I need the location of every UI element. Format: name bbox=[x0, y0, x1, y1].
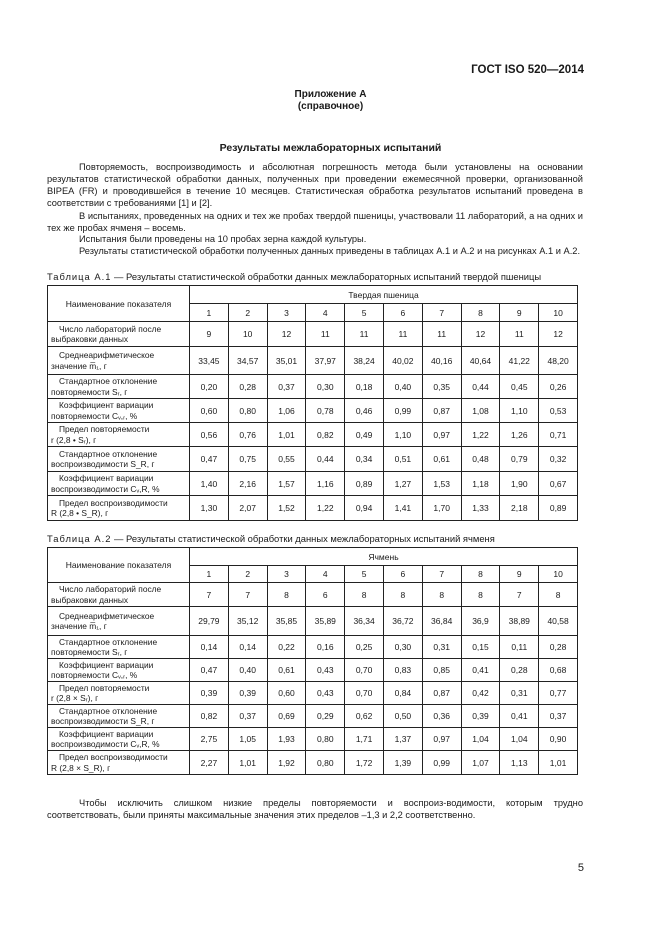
table-cell: 0,68 bbox=[539, 659, 578, 682]
paragraph-5-text: Чтобы исключить слишком низкие пределы повторяемости и воспроиз-водимости, которым трудно соответствовать, были приняты максимальные значения этих пределов –1,3 и 2,2 соответственно. bbox=[47, 798, 583, 820]
table-cell: 2,16 bbox=[228, 472, 267, 496]
document-standard-header: ГОСТ ISO 520—2014 bbox=[471, 64, 584, 76]
table-cell: 0,39 bbox=[190, 682, 229, 705]
table-cell: 36,9 bbox=[461, 607, 500, 636]
table-cell: 0,40 bbox=[383, 375, 422, 399]
table-cell: 0,28 bbox=[539, 636, 578, 659]
table-cell: 0,80 bbox=[228, 399, 267, 423]
table-cell: 2,27 bbox=[190, 751, 229, 775]
table-row bbox=[48, 447, 578, 472]
row-label-line-1: Стандартное отклонение bbox=[59, 376, 158, 386]
table-cell: 1,39 bbox=[383, 751, 422, 775]
table-cell: 1,08 bbox=[461, 399, 500, 423]
table-cell: 0,14 bbox=[228, 636, 267, 659]
table-cell: 0,60 bbox=[190, 399, 229, 423]
table-cell: 1,92 bbox=[267, 751, 306, 775]
table2-column-header: 5 bbox=[345, 566, 384, 583]
table-cell: 1,06 bbox=[267, 399, 306, 423]
table-cell: 0,60 bbox=[267, 682, 306, 705]
table-row bbox=[48, 659, 578, 682]
table-cell: 6 bbox=[306, 583, 345, 607]
table-row bbox=[48, 347, 578, 375]
table-cell: 0,51 bbox=[383, 447, 422, 472]
table-cell: 0,79 bbox=[500, 447, 539, 472]
table-cell: 0,31 bbox=[500, 682, 539, 705]
row-label-line-1: Коэффициент вариации bbox=[59, 728, 154, 739]
table2-column-header: 4 bbox=[306, 566, 345, 583]
table1-name-header: Наименование показателя bbox=[48, 286, 190, 322]
table-cell: 7 bbox=[190, 583, 229, 607]
row-label bbox=[48, 447, 190, 472]
paragraph-1-text: Повторяемость, воспроизводимость и абсолютная погрешность метода были установлены на основании результатов статистической обработки данных, полученных при проведении ежемесячной проверки, организованной BIPEA (FR) и проводившейся в течение 10 месяцев. Статистическая обработка результатов испытаний проведена в соответствии с требованиями [1] и [2]. bbox=[47, 162, 583, 208]
table1-caption-label: Таблица А.1 bbox=[47, 271, 112, 282]
table-cell: 0,80 bbox=[306, 751, 345, 775]
table-cell: 8 bbox=[422, 583, 461, 607]
row-label-line-2: повторяемости Sᵣ, г bbox=[51, 386, 128, 397]
table-row bbox=[48, 751, 578, 775]
row-label-line-2: выбраковки данных bbox=[51, 594, 129, 605]
table-cell: 0,47 bbox=[190, 447, 229, 472]
table-cell: 7 bbox=[228, 583, 267, 607]
table-cell: 38,24 bbox=[345, 347, 384, 375]
table-cell: 40,58 bbox=[539, 607, 578, 636]
table-cell: 1,30 bbox=[190, 496, 229, 521]
row-label-line-1: Стандартное отклонение bbox=[59, 705, 158, 716]
table-cell: 0,70 bbox=[345, 659, 384, 682]
table-cell: 8 bbox=[461, 583, 500, 607]
row-label bbox=[48, 496, 190, 521]
table-cell: 0,99 bbox=[383, 399, 422, 423]
table1-column-header: 9 bbox=[500, 304, 539, 322]
table-cell: 0,32 bbox=[539, 447, 578, 472]
table-cell: 40,64 bbox=[461, 347, 500, 375]
table-cell: 0,34 bbox=[345, 447, 384, 472]
table-cell: 40,02 bbox=[383, 347, 422, 375]
table-cell: 0,94 bbox=[345, 496, 384, 521]
table-cell: 0,89 bbox=[345, 472, 384, 496]
row-label-line-2: r (2,8 × Sᵣ), г bbox=[51, 693, 99, 703]
table-cell: 0,61 bbox=[267, 659, 306, 682]
table1-column-header: 2 bbox=[228, 304, 267, 322]
table-cell: 0,39 bbox=[461, 705, 500, 728]
table-cell: 0,31 bbox=[422, 636, 461, 659]
table-cell: 0,28 bbox=[500, 659, 539, 682]
paragraph-1 bbox=[47, 161, 583, 209]
table-row bbox=[48, 583, 578, 607]
row-label-line-1: Коэффициент вариации bbox=[59, 473, 154, 483]
table2-column-header: 7 bbox=[422, 566, 461, 583]
table-cell: 12 bbox=[267, 322, 306, 347]
row-label-line-1: Стандартное отклонение bbox=[59, 448, 158, 459]
table-cell: 0,48 bbox=[461, 447, 500, 472]
table-row bbox=[48, 399, 578, 423]
table-cell: 9 bbox=[190, 322, 229, 347]
paragraph-2-text: В испытаниях, проведенных на одних и тех же пробах твердой пшеницы, участвовали 11 лабораторий, а на одних и тех же пробах ячменя – восемь. bbox=[47, 211, 583, 233]
table-cell: 0,37 bbox=[228, 705, 267, 728]
table1-column-header: 1 bbox=[190, 304, 229, 322]
table-cell: 0,44 bbox=[306, 447, 345, 472]
table-cell: 1,22 bbox=[306, 496, 345, 521]
row-label-line-1: Предел воспроизводимости bbox=[59, 752, 168, 762]
table-cell: 0,30 bbox=[306, 375, 345, 399]
table-row bbox=[48, 728, 578, 751]
table-cell: 0,39 bbox=[228, 682, 267, 705]
row-label bbox=[48, 682, 190, 705]
table-row bbox=[48, 472, 578, 496]
table-cell: 36,34 bbox=[345, 607, 384, 636]
table-cell: 0,40 bbox=[228, 659, 267, 682]
table2-group-header: Ячмень bbox=[190, 548, 578, 566]
table-cell: 2,75 bbox=[190, 728, 229, 751]
table-cell: 0,99 bbox=[422, 751, 461, 775]
table-cell: 33,45 bbox=[190, 347, 229, 375]
table1-column-header: 10 bbox=[539, 304, 578, 322]
row-label bbox=[48, 399, 190, 423]
table-cell: 11 bbox=[345, 322, 384, 347]
table-cell: 1,90 bbox=[500, 472, 539, 496]
table-cell: 48,20 bbox=[539, 347, 578, 375]
table-cell: 35,85 bbox=[267, 607, 306, 636]
table-cell: 0,20 bbox=[190, 375, 229, 399]
table2-caption-text: — Результаты статистической обработки данных межлабораторных испытаний ячменя bbox=[111, 533, 495, 544]
table-cell: 0,50 bbox=[383, 705, 422, 728]
table-cell: 0,84 bbox=[383, 682, 422, 705]
row-label bbox=[48, 375, 190, 399]
table-row bbox=[48, 607, 578, 636]
table-cell: 1,33 bbox=[461, 496, 500, 521]
table-cell: 1,57 bbox=[267, 472, 306, 496]
table-cell: 0,61 bbox=[422, 447, 461, 472]
table-cell: 12 bbox=[539, 322, 578, 347]
table-cell: 0,44 bbox=[461, 375, 500, 399]
table-cell: 8 bbox=[383, 583, 422, 607]
table1-column-header: 4 bbox=[306, 304, 345, 322]
table-cell: 34,57 bbox=[228, 347, 267, 375]
table2-column-header: 2 bbox=[228, 566, 267, 583]
table-cell: 1,10 bbox=[500, 399, 539, 423]
row-label bbox=[48, 751, 190, 775]
table1-caption-text: — Результаты статистической обработки данных межлабораторных испытаний твердой пшеницы bbox=[111, 271, 542, 282]
table1-caption bbox=[47, 271, 541, 283]
table-cell: 0,87 bbox=[422, 682, 461, 705]
table-cell: 0,49 bbox=[345, 423, 384, 447]
table-row bbox=[48, 705, 578, 728]
table-cell: 8 bbox=[267, 583, 306, 607]
row-label-line-2: r (2,8 • Sᵣ), г bbox=[51, 434, 97, 445]
table-row bbox=[48, 496, 578, 521]
table-cell: 40,16 bbox=[422, 347, 461, 375]
table-cell: 0,18 bbox=[345, 375, 384, 399]
appendix-title: Приложение А bbox=[294, 89, 367, 100]
table-cell: 0,35 bbox=[422, 375, 461, 399]
row-label bbox=[48, 636, 190, 659]
table-cell: 0,82 bbox=[190, 705, 229, 728]
row-label-line-1: Предел повторяемости bbox=[59, 424, 150, 434]
table-cell: 2,07 bbox=[228, 496, 267, 521]
page-number: 5 bbox=[577, 862, 584, 874]
table-cell: 1,04 bbox=[500, 728, 539, 751]
table-cell: 1,52 bbox=[267, 496, 306, 521]
row-label-line-2: повторяемости Cᵥ,ᵣ, % bbox=[51, 670, 138, 680]
table-cell: 8 bbox=[345, 583, 384, 607]
table-cell: 35,89 bbox=[306, 607, 345, 636]
table-cell: 0,75 bbox=[228, 447, 267, 472]
table1-column-header: 3 bbox=[267, 304, 306, 322]
row-label bbox=[48, 583, 190, 607]
table-cell: 1,10 bbox=[383, 423, 422, 447]
table-cell: 1,71 bbox=[345, 728, 384, 751]
table-cell: 41,22 bbox=[500, 347, 539, 375]
row-label bbox=[48, 423, 190, 447]
table2-column-header: 6 bbox=[383, 566, 422, 583]
row-label-line-2: повторяемости Sᵣ, г bbox=[51, 647, 128, 657]
row-label-line-2: воспроизводимости Cᵥ,R, % bbox=[51, 483, 160, 494]
table-cell: 35,01 bbox=[267, 347, 306, 375]
table-cell: 7 bbox=[500, 583, 539, 607]
table-cell: 0,97 bbox=[422, 423, 461, 447]
table-cell: 10 bbox=[228, 322, 267, 347]
table-cell: 38,89 bbox=[500, 607, 539, 636]
table-cell: 0,41 bbox=[500, 705, 539, 728]
row-label-line-2: R (2,8 • S_R), г bbox=[51, 508, 109, 518]
table-cell: 8 bbox=[539, 583, 578, 607]
table-cell: 1,16 bbox=[306, 472, 345, 496]
table-cell: 0,78 bbox=[306, 399, 345, 423]
table-cell: 0,89 bbox=[539, 496, 578, 521]
table-cell: 0,14 bbox=[190, 636, 229, 659]
row-label-line-1: Коэффициент вариации bbox=[59, 659, 154, 670]
table-cell: 1,22 bbox=[461, 423, 500, 447]
section-title: Результаты межлабораторных испытаний bbox=[219, 142, 442, 154]
table-cell: 0,97 bbox=[422, 728, 461, 751]
table1-column-header: 6 bbox=[383, 304, 422, 322]
table1-group-header: Твердая пшеница bbox=[190, 286, 578, 304]
row-label-line-1: Число лабораторий после bbox=[59, 584, 162, 594]
table-cell: 0,46 bbox=[345, 399, 384, 423]
table2-column-header: 10 bbox=[539, 566, 578, 583]
table-cell: 36,84 bbox=[422, 607, 461, 636]
table-cell: 0,22 bbox=[267, 636, 306, 659]
row-label bbox=[48, 347, 190, 375]
table-cell: 0,56 bbox=[190, 423, 229, 447]
table-cell: 0,42 bbox=[461, 682, 500, 705]
table-cell: 1,05 bbox=[228, 728, 267, 751]
appendix-subtitle: (справочное) bbox=[297, 101, 364, 112]
table-row bbox=[48, 423, 578, 447]
table1-column-header: 5 bbox=[345, 304, 384, 322]
row-label bbox=[48, 472, 190, 496]
table-cell: 0,28 bbox=[228, 375, 267, 399]
row-label bbox=[48, 728, 190, 751]
table-cell: 0,26 bbox=[539, 375, 578, 399]
row-label-line-2: воспроизводимости S_R, г bbox=[51, 716, 155, 726]
table-cell: 0,76 bbox=[228, 423, 267, 447]
table-cell: 1,93 bbox=[267, 728, 306, 751]
row-label bbox=[48, 705, 190, 728]
row-label bbox=[48, 659, 190, 682]
table-cell: 0,43 bbox=[306, 659, 345, 682]
table2-column-header: 8 bbox=[461, 566, 500, 583]
table-cell: 0,11 bbox=[500, 636, 539, 659]
table-cell: 37,97 bbox=[306, 347, 345, 375]
table-cell: 0,69 bbox=[267, 705, 306, 728]
table-cell: 0,55 bbox=[267, 447, 306, 472]
table-cell: 1,40 bbox=[190, 472, 229, 496]
table-cell: 0,77 bbox=[539, 682, 578, 705]
table-cell: 0,90 bbox=[539, 728, 578, 751]
table-row bbox=[48, 322, 578, 347]
row-label-line-2: значение m̅₁, г bbox=[51, 360, 107, 371]
table-cell: 1,01 bbox=[539, 751, 578, 775]
table2-caption-label: Таблица А.2 bbox=[47, 533, 112, 544]
table-cell: 1,04 bbox=[461, 728, 500, 751]
table-cell: 11 bbox=[306, 322, 345, 347]
table-cell: 1,41 bbox=[383, 496, 422, 521]
table-cell: 0,71 bbox=[539, 423, 578, 447]
paragraph-2 bbox=[47, 210, 583, 234]
row-label-line-1: Предел воспроизводимости bbox=[59, 497, 168, 508]
row-label-line-1: Число лабораторий после bbox=[59, 323, 162, 334]
table-cell: 0,62 bbox=[345, 705, 384, 728]
table-a1 bbox=[47, 285, 578, 521]
table-cell: 1,27 bbox=[383, 472, 422, 496]
row-label-line-2: воспроизводимости S_R, г bbox=[51, 459, 155, 469]
table-cell: 0,82 bbox=[306, 423, 345, 447]
table-cell: 12 bbox=[461, 322, 500, 347]
row-label-line-2: значение m̅₁, г bbox=[51, 621, 107, 631]
row-label bbox=[48, 322, 190, 347]
table-cell: 0,47 bbox=[190, 659, 229, 682]
paragraph-3-text: Испытания были проведены на 10 пробах зерна каждой культуры. bbox=[79, 234, 367, 244]
row-label-line-1: Предел повторяемости bbox=[59, 682, 150, 693]
table-cell: 0,30 bbox=[383, 636, 422, 659]
table-cell: 0,87 bbox=[422, 399, 461, 423]
row-label-line-1: Коэффициент вариации bbox=[59, 400, 154, 410]
table-cell: 0,29 bbox=[306, 705, 345, 728]
paragraph-3 bbox=[47, 233, 583, 245]
table-cell: 2,18 bbox=[500, 496, 539, 521]
table-cell: 1,37 bbox=[383, 728, 422, 751]
table-cell: 0,16 bbox=[306, 636, 345, 659]
table-cell: 0,67 bbox=[539, 472, 578, 496]
row-label bbox=[48, 607, 190, 636]
table2-caption bbox=[47, 533, 495, 545]
table-cell: 0,15 bbox=[461, 636, 500, 659]
paragraph-5 bbox=[47, 797, 583, 821]
table-row bbox=[48, 636, 578, 659]
table-cell: 0,25 bbox=[345, 636, 384, 659]
table-cell: 0,83 bbox=[383, 659, 422, 682]
row-label-line-2: повторяемости Cᵥ,ᵣ, % bbox=[51, 410, 138, 421]
row-label-line-1: Среднеарифметическое bbox=[59, 610, 155, 621]
table1-column-header: 7 bbox=[422, 304, 461, 322]
table-cell: 11 bbox=[383, 322, 422, 347]
table-cell: 1,26 bbox=[500, 423, 539, 447]
table2-column-header: 1 bbox=[190, 566, 229, 583]
table-cell: 0,45 bbox=[500, 375, 539, 399]
table-cell: 1,72 bbox=[345, 751, 384, 775]
table-row bbox=[48, 375, 578, 399]
table-cell: 11 bbox=[422, 322, 461, 347]
table-cell: 29,79 bbox=[190, 607, 229, 636]
table-cell: 1,70 bbox=[422, 496, 461, 521]
table-cell: 0,43 bbox=[306, 682, 345, 705]
paragraph-4 bbox=[47, 245, 583, 257]
table-cell: 0,41 bbox=[461, 659, 500, 682]
row-label-line-1: Стандартное отклонение bbox=[59, 636, 158, 647]
table-a2 bbox=[47, 547, 578, 775]
table-cell: 1,01 bbox=[228, 751, 267, 775]
paragraph-4-text: Результаты статистической обработки полученных данных приведены в таблицах А.1 и А.2 и на рисунках А.1 и А.2. bbox=[79, 246, 581, 256]
table1-column-header: 8 bbox=[461, 304, 500, 322]
table-cell: 36,72 bbox=[383, 607, 422, 636]
table-cell: 1,01 bbox=[267, 423, 306, 447]
table-cell: 1,13 bbox=[500, 751, 539, 775]
table-cell: 1,18 bbox=[461, 472, 500, 496]
table-cell: 1,53 bbox=[422, 472, 461, 496]
table-cell: 0,80 bbox=[306, 728, 345, 751]
table-cell: 0,37 bbox=[539, 705, 578, 728]
table-cell: 0,37 bbox=[267, 375, 306, 399]
row-label-line-2: воспроизводимости Cᵥ,R, % bbox=[51, 739, 160, 749]
table2-name-header: Наименование показателя bbox=[48, 548, 190, 583]
table-cell: 1,07 bbox=[461, 751, 500, 775]
table-cell: 0,36 bbox=[422, 705, 461, 728]
table2-column-header: 9 bbox=[500, 566, 539, 583]
table-row bbox=[48, 682, 578, 705]
table-cell: 0,53 bbox=[539, 399, 578, 423]
row-label-line-2: выбраковки данных bbox=[51, 334, 129, 344]
row-label-line-2: R (2,8 × S_R), г bbox=[51, 762, 111, 773]
table-cell: 11 bbox=[500, 322, 539, 347]
row-label-line-1: Среднеарифметическое bbox=[59, 350, 155, 360]
table-cell: 0,85 bbox=[422, 659, 461, 682]
table-cell: 0,70 bbox=[345, 682, 384, 705]
table-cell: 35,12 bbox=[228, 607, 267, 636]
table2-column-header: 3 bbox=[267, 566, 306, 583]
